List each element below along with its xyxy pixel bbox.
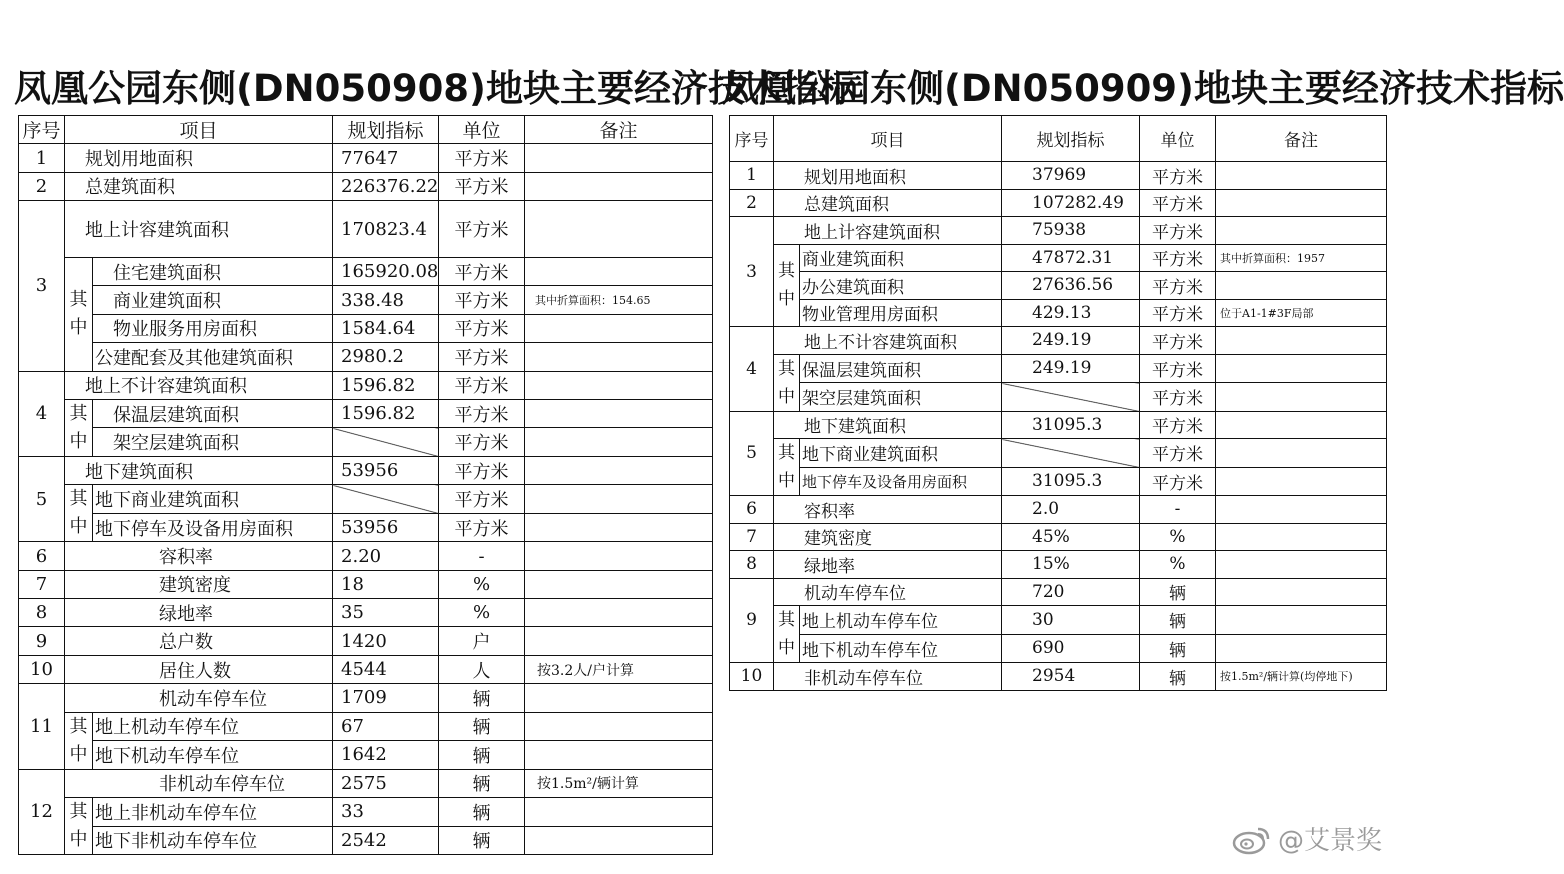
table-row — [730, 162, 1387, 190]
row-item: 容积率 — [65, 542, 333, 570]
row-value: 53956 — [333, 456, 439, 484]
row-value: 77647 — [333, 144, 439, 172]
table-row — [730, 217, 1387, 245]
subrow-note — [1216, 383, 1387, 412]
header-note: 备注 — [525, 116, 713, 144]
qizhong-label: 其 中 — [65, 712, 93, 769]
subrow-note — [525, 428, 713, 457]
row-value: 31095.3 — [1002, 411, 1140, 439]
row-note — [525, 172, 713, 200]
row-unit: 平方米 — [1140, 327, 1216, 355]
row-no: 1 — [730, 162, 774, 190]
row-no: 9 — [19, 627, 65, 655]
qizhong-label: 其 中 — [774, 354, 800, 411]
row-value: 75938 — [1002, 217, 1140, 245]
row-note — [525, 684, 713, 712]
table-row — [730, 496, 1387, 524]
subrow-note: 其中折算面积：1957 — [1216, 244, 1387, 272]
row-value: 1420 — [333, 627, 439, 655]
row-no: 3 — [19, 201, 65, 371]
subrow-item: 地下机动车停车位 — [800, 634, 1002, 663]
row-value: 37969 — [1002, 162, 1140, 190]
header-value: 规划指标 — [333, 116, 439, 144]
subrow-value: 1584.64 — [333, 314, 439, 342]
weibo-logo-icon — [1232, 823, 1272, 855]
table-subrow — [19, 286, 713, 314]
row-item: 地上计容建筑面积 — [65, 201, 333, 258]
subrow-value: 1596.82 — [333, 399, 439, 428]
row-note: 按1.5m²/辆计算(均停地下) — [1216, 663, 1387, 691]
row-item: 居住人数 — [65, 655, 333, 683]
subrow-note — [525, 485, 713, 514]
table-subrow — [19, 399, 713, 428]
subrow-item: 地上非机动车停车位 — [93, 798, 333, 827]
row-unit: 平方米 — [439, 201, 525, 258]
row-item: 建筑密度 — [65, 570, 333, 598]
table-subrow — [19, 257, 713, 285]
row-value: 1596.82 — [333, 371, 439, 399]
row-item: 容积率 — [774, 496, 1002, 524]
subrow-item: 物业管理用房面积 — [800, 299, 1002, 327]
subrow-note — [1216, 439, 1387, 468]
table-row — [19, 456, 713, 484]
row-note — [525, 570, 713, 598]
row-item: 地上不计容建筑面积 — [774, 327, 1002, 355]
row-note — [1216, 217, 1387, 245]
table-row — [19, 371, 713, 399]
row-unit: 平方米 — [439, 371, 525, 399]
qizhong-label: 其 中 — [65, 399, 93, 456]
qizhong-label: 其 中 — [774, 606, 800, 663]
table-subrow — [19, 343, 713, 371]
subrow-value: 30 — [1002, 606, 1140, 635]
subrow-value: 165920.08 — [333, 257, 439, 285]
subrow-item: 地下停车及设备用房面积 — [93, 513, 333, 542]
row-no: 12 — [19, 769, 65, 854]
row-value: 107282.49 — [1002, 189, 1140, 217]
row-unit: 平方米 — [1140, 217, 1216, 245]
table-row — [19, 769, 713, 797]
subrow-note — [1216, 272, 1387, 300]
table-row — [730, 327, 1387, 355]
table-row — [19, 542, 713, 570]
table-subrow — [730, 383, 1387, 412]
subrow-unit: 平方米 — [439, 314, 525, 342]
row-item: 绿地率 — [774, 551, 1002, 579]
row-no: 9 — [730, 578, 774, 663]
row-note — [525, 201, 713, 258]
header-no: 序号 — [730, 116, 774, 162]
row-unit: 平方米 — [439, 144, 525, 172]
subrow-value: 338.48 — [333, 286, 439, 314]
row-note — [1216, 523, 1387, 551]
subrow-note — [1216, 467, 1387, 496]
subrow-note — [525, 257, 713, 285]
subrow-item: 公建配套及其他建筑面积 — [93, 343, 333, 371]
row-unit: % — [439, 570, 525, 598]
row-no: 2 — [19, 172, 65, 200]
header-unit: 单位 — [439, 116, 525, 144]
row-value: 15% — [1002, 551, 1140, 579]
row-no: 3 — [730, 217, 774, 327]
table-subrow — [19, 741, 713, 770]
row-no: 8 — [19, 599, 65, 627]
table-row — [19, 172, 713, 200]
subrow-item: 办公建筑面积 — [800, 272, 1002, 300]
subrow-unit: 平方米 — [439, 485, 525, 514]
table-header-row — [19, 116, 713, 144]
row-item: 总户数 — [65, 627, 333, 655]
subrow-value: 53956 — [333, 513, 439, 542]
subrow-unit: 辆 — [1140, 606, 1216, 635]
subrow-unit: 平方米 — [439, 257, 525, 285]
table-subrow — [730, 634, 1387, 663]
header-value: 规划指标 — [1002, 116, 1140, 162]
header-no: 序号 — [19, 116, 65, 144]
slash-empty-cell — [1002, 439, 1140, 468]
table-subrow — [730, 299, 1387, 327]
table-subrow — [19, 826, 713, 855]
subrow-unit: 辆 — [439, 712, 525, 741]
subrow-item: 商业建筑面积 — [800, 244, 1002, 272]
table-row — [19, 144, 713, 172]
subrow-item: 地下机动车停车位 — [93, 741, 333, 770]
subrow-value: 31095.3 — [1002, 467, 1140, 496]
subrow-note: 位于A1-1#3F局部 — [1216, 299, 1387, 327]
row-note — [1216, 162, 1387, 190]
row-item: 地上不计容建筑面积 — [65, 371, 333, 399]
table-row — [19, 201, 713, 258]
subrow-unit: 平方米 — [439, 343, 525, 371]
subrow-value: 429.13 — [1002, 299, 1140, 327]
row-item: 非机动车停车位 — [774, 663, 1002, 691]
row-note — [525, 456, 713, 484]
header-item: 项目 — [774, 116, 1002, 162]
table-row — [730, 551, 1387, 579]
row-value: 2.0 — [1002, 496, 1140, 524]
row-note — [1216, 551, 1387, 579]
table-row — [19, 570, 713, 598]
left-table-title: 凤凰公园东侧(DN050908)地块主要经济技术指标 — [14, 67, 856, 110]
row-unit: 户 — [439, 627, 525, 655]
subrow-value: 67 — [333, 712, 439, 741]
subrow-unit: 平方米 — [439, 399, 525, 428]
subrow-note — [525, 314, 713, 342]
subrow-item: 架空层建筑面积 — [800, 383, 1002, 412]
row-unit: 人 — [439, 655, 525, 683]
row-item: 规划用地面积 — [65, 144, 333, 172]
watermark — [1232, 820, 1382, 857]
row-value: 2.20 — [333, 542, 439, 570]
subrow-note — [525, 343, 713, 371]
qizhong-label: 其 中 — [774, 244, 800, 327]
row-item: 总建筑面积 — [65, 172, 333, 200]
row-value: 720 — [1002, 578, 1140, 606]
subrow-value: 2980.2 — [333, 343, 439, 371]
subrow-note — [1216, 354, 1387, 383]
subrow-note — [525, 741, 713, 770]
row-unit: 辆 — [1140, 578, 1216, 606]
row-unit: - — [1140, 496, 1216, 524]
qizhong-label: 其 中 — [65, 257, 93, 371]
header-item: 项目 — [65, 116, 333, 144]
subrow-value: 47872.31 — [1002, 244, 1140, 272]
row-note — [525, 599, 713, 627]
row-no: 8 — [730, 551, 774, 579]
row-no: 11 — [19, 684, 65, 769]
subrow-unit: 辆 — [439, 741, 525, 770]
row-item: 绿地率 — [65, 599, 333, 627]
row-item: 机动车停车位 — [774, 578, 1002, 606]
subrow-item: 地下商业建筑面积 — [800, 439, 1002, 468]
subrow-value: 1642 — [333, 741, 439, 770]
subrow-unit: 平方米 — [1140, 439, 1216, 468]
subrow-item: 地上机动车停车位 — [93, 712, 333, 741]
table-subrow — [19, 798, 713, 827]
row-unit: 辆 — [439, 769, 525, 797]
subrow-unit: 辆 — [439, 826, 525, 855]
subrow-item: 住宅建筑面积 — [93, 257, 333, 285]
row-no: 6 — [730, 496, 774, 524]
subrow-item: 架空层建筑面积 — [93, 428, 333, 457]
subrow-unit: 平方米 — [439, 513, 525, 542]
row-item: 地上计容建筑面积 — [774, 217, 1002, 245]
row-no: 7 — [19, 570, 65, 598]
row-no: 5 — [19, 456, 65, 541]
table-subrow — [19, 513, 713, 542]
subrow-unit: 平方米 — [439, 428, 525, 457]
row-unit: 平方米 — [439, 456, 525, 484]
table-row — [19, 684, 713, 712]
row-no: 7 — [730, 523, 774, 551]
row-unit: % — [1140, 551, 1216, 579]
table-row — [730, 189, 1387, 217]
table-row — [19, 599, 713, 627]
table-subrow — [19, 314, 713, 342]
row-item: 建筑密度 — [774, 523, 1002, 551]
row-value: 45% — [1002, 523, 1140, 551]
table-header-row — [730, 116, 1387, 162]
row-item: 总建筑面积 — [774, 189, 1002, 217]
subrow-item: 物业服务用房面积 — [93, 314, 333, 342]
subrow-item: 保温层建筑面积 — [800, 354, 1002, 383]
row-value: 35 — [333, 599, 439, 627]
row-item: 规划用地面积 — [774, 162, 1002, 190]
row-note — [1216, 327, 1387, 355]
subrow-value: 249.19 — [1002, 354, 1140, 383]
subrow-unit: 辆 — [1140, 634, 1216, 663]
row-note — [525, 627, 713, 655]
row-unit: % — [1140, 523, 1216, 551]
row-no: 4 — [730, 327, 774, 412]
row-note: 按1.5m²/辆计算 — [525, 769, 713, 797]
subrow-item: 商业建筑面积 — [93, 286, 333, 314]
subrow-item: 保温层建筑面积 — [93, 399, 333, 428]
row-note — [525, 371, 713, 399]
right-table-title: 凤凰公园东侧(DN050909)地块主要经济技术指标 — [722, 67, 1564, 110]
row-note — [1216, 496, 1387, 524]
row-no: 1 — [19, 144, 65, 172]
row-no: 6 — [19, 542, 65, 570]
row-no: 2 — [730, 189, 774, 217]
subrow-note — [1216, 606, 1387, 635]
subrow-note — [525, 399, 713, 428]
qizhong-label: 其 中 — [65, 485, 93, 542]
subrow-unit: 平方米 — [1140, 383, 1216, 412]
subrow-value: 33 — [333, 798, 439, 827]
slash-empty-cell — [333, 485, 439, 514]
row-note — [525, 542, 713, 570]
subrow-note — [1216, 634, 1387, 663]
table-subrow — [730, 244, 1387, 272]
row-unit: 平方米 — [439, 172, 525, 200]
row-no: 4 — [19, 371, 65, 456]
header-unit: 单位 — [1140, 116, 1216, 162]
row-value: 2954 — [1002, 663, 1140, 691]
table-subrow — [19, 485, 713, 514]
table-row — [19, 627, 713, 655]
row-unit: - — [439, 542, 525, 570]
subrow-value: 27636.56 — [1002, 272, 1140, 300]
table-subrow — [730, 467, 1387, 496]
subrow-note — [525, 826, 713, 855]
subrow-item: 地上机动车停车位 — [800, 606, 1002, 635]
row-unit: 平方米 — [1140, 189, 1216, 217]
row-no: 5 — [730, 411, 774, 496]
row-note — [525, 144, 713, 172]
subrow-unit: 平方米 — [439, 286, 525, 314]
table-subrow — [730, 354, 1387, 383]
row-no: 10 — [730, 663, 774, 691]
subrow-unit: 平方米 — [1140, 467, 1216, 496]
subrow-value: 2542 — [333, 826, 439, 855]
subrow-note — [525, 798, 713, 827]
qizhong-label: 其 中 — [774, 439, 800, 496]
table-row — [730, 578, 1387, 606]
row-note — [1216, 189, 1387, 217]
slash-empty-cell — [333, 428, 439, 457]
qizhong-label: 其 中 — [65, 798, 93, 855]
row-value: 2575 — [333, 769, 439, 797]
row-note — [1216, 578, 1387, 606]
subrow-unit: 平方米 — [1140, 299, 1216, 327]
row-unit: 平方米 — [1140, 162, 1216, 190]
row-unit: % — [439, 599, 525, 627]
subrow-value: 690 — [1002, 634, 1140, 663]
table-row — [730, 411, 1387, 439]
row-value: 170823.4 — [333, 201, 439, 258]
left-indicator-table — [18, 115, 713, 855]
table-subrow — [19, 428, 713, 457]
row-note: 按3.2人/户计算 — [525, 655, 713, 683]
subrow-unit: 平方米 — [1140, 354, 1216, 383]
subrow-item: 地下停车及设备用房面积 — [800, 467, 1002, 496]
watermark-text: @艾景奖 — [1278, 826, 1383, 856]
subrow-note: 其中折算面积：154.65 — [525, 286, 713, 314]
row-no: 10 — [19, 655, 65, 683]
header-note: 备注 — [1216, 116, 1387, 162]
row-value: 249.19 — [1002, 327, 1140, 355]
row-value: 226376.22 — [333, 172, 439, 200]
row-item: 地下建筑面积 — [774, 411, 1002, 439]
table-subrow — [730, 272, 1387, 300]
row-unit: 辆 — [1140, 663, 1216, 691]
table-subrow — [730, 439, 1387, 468]
subrow-unit: 辆 — [439, 798, 525, 827]
row-item: 非机动车停车位 — [65, 769, 333, 797]
row-value: 1709 — [333, 684, 439, 712]
table-row — [19, 655, 713, 683]
row-item: 机动车停车位 — [65, 684, 333, 712]
subrow-item: 地下非机动车停车位 — [93, 826, 333, 855]
right-indicator-table — [729, 115, 1387, 691]
subrow-note — [525, 712, 713, 741]
slash-empty-cell — [1002, 383, 1140, 412]
table-subrow — [730, 606, 1387, 635]
row-value: 18 — [333, 570, 439, 598]
row-unit: 辆 — [439, 684, 525, 712]
table-row — [730, 523, 1387, 551]
row-unit: 平方米 — [1140, 411, 1216, 439]
row-note — [1216, 411, 1387, 439]
table-subrow — [19, 712, 713, 741]
subrow-unit: 平方米 — [1140, 272, 1216, 300]
subrow-unit: 平方米 — [1140, 244, 1216, 272]
row-value: 4544 — [333, 655, 439, 683]
row-item: 地下建筑面积 — [65, 456, 333, 484]
subrow-item: 地下商业建筑面积 — [93, 485, 333, 514]
subrow-note — [525, 513, 713, 542]
table-row — [730, 663, 1387, 691]
